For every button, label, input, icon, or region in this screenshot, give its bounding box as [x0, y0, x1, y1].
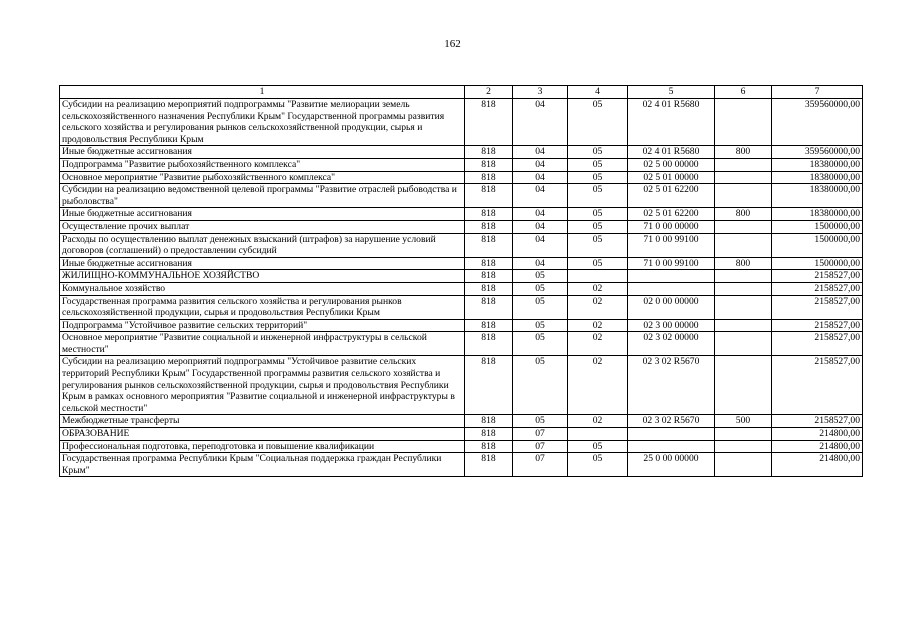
cell-section: 07 [513, 453, 568, 477]
cell-name: Основное мероприятие "Развитие социальной и инженерной инфраструктуры в сельской местности" [60, 332, 465, 356]
header-col-2: 2 [465, 86, 513, 99]
cell-name: Коммунальное хозяйство [60, 282, 465, 295]
header-col-4: 4 [568, 86, 628, 99]
cell-admin-code: 818 [465, 440, 513, 453]
table-row [60, 220, 863, 233]
cell-target-article [628, 440, 715, 453]
header-col-1: 1 [60, 86, 465, 99]
cell-section: 05 [513, 270, 568, 283]
cell-subsection: 02 [568, 282, 628, 295]
cell-target-article: 02 5 00 00000 [628, 158, 715, 171]
cell-target-article: 02 3 00 00000 [628, 319, 715, 332]
table-row [60, 295, 863, 319]
cell-admin-code: 818 [465, 356, 513, 415]
cell-admin-code: 818 [465, 158, 513, 171]
cell-name: Подпрограмма "Устойчивое развитие сельских территорий" [60, 319, 465, 332]
cell-target-article: 71 0 00 99100 [628, 233, 715, 257]
table-row [60, 282, 863, 295]
cell-section: 04 [513, 208, 568, 221]
cell-name: Субсидии на реализацию мероприятий подпрограммы "Устойчивое развитие сельских территорий Республики Крым" Государственной программы развития сельского хозяйства и регулирования рынков сельскохозяйственной продукции, сырья и продовольствия Республики Крым в рамках основного мероприятия "Развитие социальной и инженерной инфраструктуры в сельской местности" [60, 356, 465, 415]
cell-target-article: 71 0 00 00000 [628, 220, 715, 233]
table-row [60, 171, 863, 184]
cell-expense-type [715, 184, 772, 208]
cell-target-article: 02 3 02 R5670 [628, 415, 715, 428]
cell-section: 05 [513, 332, 568, 356]
cell-name: Субсидии на реализацию ведомственной целевой программы "Развитие отраслей рыбоводства и рыболовства" [60, 184, 465, 208]
table-row [60, 428, 863, 441]
cell-target-article: 02 4 01 R5680 [628, 99, 715, 146]
cell-name: Субсидии на реализацию мероприятий подпрограммы "Развитие мелиорации земель сельскохозяйственного назначения Республики Крым" Государственной программы развития сельского хозяйства и регулирования рынков сельскохозяйственной продукции, сырья и продовольствия Республики Крым [60, 99, 465, 146]
cell-expense-type [715, 440, 772, 453]
cell-amount: 2158527,00 [772, 282, 863, 295]
cell-expense-type [715, 295, 772, 319]
cell-admin-code: 818 [465, 184, 513, 208]
table-row [60, 208, 863, 221]
cell-expense-type [715, 453, 772, 477]
cell-expense-type [715, 158, 772, 171]
cell-name: Профессиональная подготовка, переподготовка и повышение квалификации [60, 440, 465, 453]
cell-section: 04 [513, 146, 568, 159]
table-row [60, 233, 863, 257]
cell-subsection: 05 [568, 233, 628, 257]
cell-amount: 2158527,00 [772, 295, 863, 319]
header-col-7: 7 [772, 86, 863, 99]
table-row [60, 356, 863, 415]
cell-amount: 2158527,00 [772, 319, 863, 332]
cell-name: Иные бюджетные ассигнования [60, 146, 465, 159]
cell-amount: 2158527,00 [772, 356, 863, 415]
cell-subsection: 05 [568, 440, 628, 453]
cell-amount: 2158527,00 [772, 270, 863, 283]
cell-subsection [568, 428, 628, 441]
cell-subsection: 05 [568, 171, 628, 184]
cell-amount: 359560000,00 [772, 99, 863, 146]
cell-admin-code: 818 [465, 257, 513, 270]
cell-expense-type [715, 332, 772, 356]
cell-target-article: 02 5 01 62200 [628, 184, 715, 208]
cell-amount: 214800,00 [772, 453, 863, 477]
table-row [60, 453, 863, 477]
cell-name: Государственная программа Республики Крым "Социальная поддержка граждан Республики Крым" [60, 453, 465, 477]
table-row [60, 332, 863, 356]
cell-name: ЖИЛИЩНО-КОММУНАЛЬНОЕ ХОЗЯЙСТВО [60, 270, 465, 283]
cell-amount: 18380000,00 [772, 208, 863, 221]
cell-expense-type [715, 282, 772, 295]
cell-target-article [628, 270, 715, 283]
cell-expense-type [715, 356, 772, 415]
header-col-6: 6 [715, 86, 772, 99]
cell-expense-type: 500 [715, 415, 772, 428]
cell-subsection: 05 [568, 146, 628, 159]
cell-target-article: 02 0 00 00000 [628, 295, 715, 319]
cell-expense-type: 800 [715, 208, 772, 221]
cell-admin-code: 818 [465, 99, 513, 146]
cell-subsection: 02 [568, 332, 628, 356]
cell-expense-type [715, 319, 772, 332]
cell-admin-code: 818 [465, 332, 513, 356]
cell-amount: 18380000,00 [772, 184, 863, 208]
header-col-5: 5 [628, 86, 715, 99]
cell-amount: 1500000,00 [772, 220, 863, 233]
cell-target-article: 02 4 01 R5680 [628, 146, 715, 159]
cell-subsection: 02 [568, 295, 628, 319]
cell-section: 05 [513, 282, 568, 295]
cell-subsection [568, 270, 628, 283]
cell-section: 04 [513, 184, 568, 208]
cell-amount: 1500000,00 [772, 257, 863, 270]
table-row [60, 158, 863, 171]
cell-section: 04 [513, 158, 568, 171]
cell-admin-code: 818 [465, 220, 513, 233]
cell-target-article: 02 3 02 00000 [628, 332, 715, 356]
cell-section: 05 [513, 295, 568, 319]
cell-admin-code: 818 [465, 146, 513, 159]
cell-subsection: 05 [568, 257, 628, 270]
header-col-3: 3 [513, 86, 568, 99]
cell-name: Осуществление прочих выплат [60, 220, 465, 233]
cell-admin-code: 818 [465, 453, 513, 477]
cell-section: 05 [513, 319, 568, 332]
budget-table [59, 85, 863, 477]
cell-subsection: 02 [568, 356, 628, 415]
table-row [60, 257, 863, 270]
cell-expense-type [715, 233, 772, 257]
cell-section: 04 [513, 257, 568, 270]
table-row [60, 184, 863, 208]
cell-amount: 2158527,00 [772, 415, 863, 428]
cell-name: Иные бюджетные ассигнования [60, 257, 465, 270]
table-body [60, 99, 863, 477]
cell-subsection: 05 [568, 99, 628, 146]
cell-target-article: 02 5 01 00000 [628, 171, 715, 184]
cell-subsection: 05 [568, 158, 628, 171]
cell-name: Иные бюджетные ассигнования [60, 208, 465, 221]
cell-subsection: 05 [568, 208, 628, 221]
cell-section: 07 [513, 428, 568, 441]
cell-target-article: 02 3 02 R5670 [628, 356, 715, 415]
cell-expense-type: 800 [715, 146, 772, 159]
header-row [60, 86, 863, 99]
cell-section: 04 [513, 171, 568, 184]
cell-admin-code: 818 [465, 208, 513, 221]
cell-subsection: 02 [568, 415, 628, 428]
cell-section: 07 [513, 440, 568, 453]
cell-expense-type: 800 [715, 257, 772, 270]
cell-name: Межбюджетные трансферты [60, 415, 465, 428]
cell-section: 05 [513, 356, 568, 415]
cell-target-article [628, 282, 715, 295]
cell-expense-type [715, 428, 772, 441]
table-row [60, 319, 863, 332]
cell-section: 04 [513, 220, 568, 233]
page-number: 162 [444, 38, 461, 50]
cell-name: Государственная программа развития сельского хозяйства и регулирования рынков сельскохозяйственной продукции, сырья и продовольствия Республики Крым [60, 295, 465, 319]
cell-target-article: 25 0 00 00000 [628, 453, 715, 477]
table-row [60, 415, 863, 428]
cell-name: ОБРАЗОВАНИЕ [60, 428, 465, 441]
cell-amount: 214800,00 [772, 440, 863, 453]
cell-expense-type [715, 99, 772, 146]
cell-section: 04 [513, 99, 568, 146]
cell-amount: 18380000,00 [772, 171, 863, 184]
cell-admin-code: 818 [465, 171, 513, 184]
cell-admin-code: 818 [465, 415, 513, 428]
cell-target-article: 02 5 01 62200 [628, 208, 715, 221]
cell-name: Подпрограмма "Развитие рыбохозяйственного комплекса" [60, 158, 465, 171]
cell-subsection: 02 [568, 319, 628, 332]
cell-expense-type [715, 171, 772, 184]
cell-admin-code: 818 [465, 233, 513, 257]
cell-amount: 1500000,00 [772, 233, 863, 257]
cell-subsection: 05 [568, 220, 628, 233]
cell-target-article [628, 428, 715, 441]
cell-admin-code: 818 [465, 282, 513, 295]
cell-subsection: 05 [568, 184, 628, 208]
table-row [60, 270, 863, 283]
table-row [60, 146, 863, 159]
cell-expense-type [715, 220, 772, 233]
cell-amount: 18380000,00 [772, 158, 863, 171]
cell-expense-type [715, 270, 772, 283]
cell-admin-code: 818 [465, 319, 513, 332]
cell-amount: 214800,00 [772, 428, 863, 441]
cell-name: Расходы по осуществлению выплат денежных взысканий (штрафов) за нарушение условий договоров (соглашений) о предоставлении субсидий [60, 233, 465, 257]
cell-target-article: 71 0 00 99100 [628, 257, 715, 270]
cell-name: Основное мероприятие "Развитие рыбохозяйственного комплекса" [60, 171, 465, 184]
cell-admin-code: 818 [465, 270, 513, 283]
cell-admin-code: 818 [465, 428, 513, 441]
cell-admin-code: 818 [465, 295, 513, 319]
cell-subsection: 05 [568, 453, 628, 477]
table-row [60, 99, 863, 146]
cell-amount: 359560000,00 [772, 146, 863, 159]
cell-section: 05 [513, 415, 568, 428]
cell-section: 04 [513, 233, 568, 257]
table-row [60, 440, 863, 453]
cell-amount: 2158527,00 [772, 332, 863, 356]
